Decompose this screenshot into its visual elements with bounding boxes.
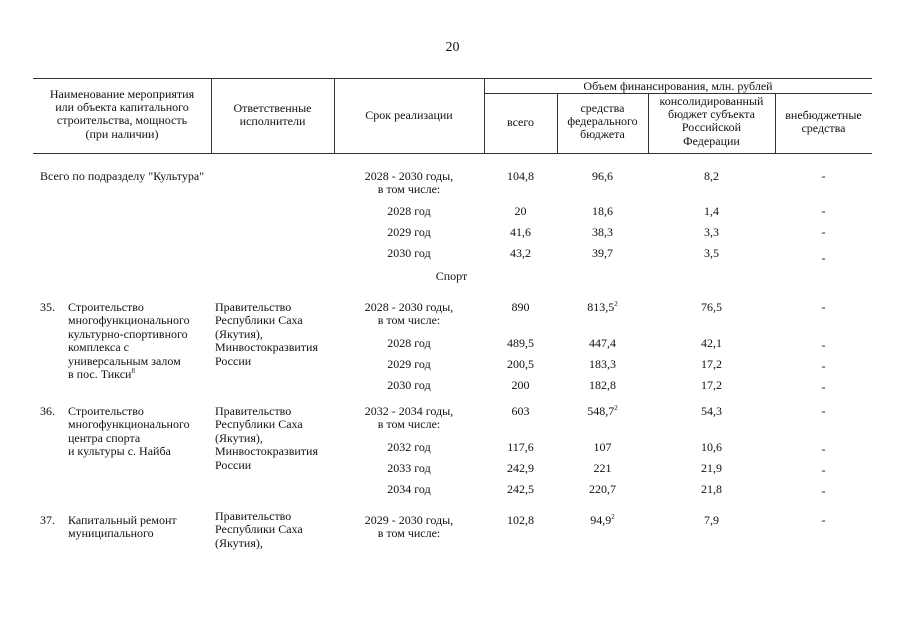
term-line: в том числе:: [377, 526, 441, 541]
item-federal: 221: [593, 461, 612, 475]
header-text-line: исполнители: [239, 114, 306, 129]
item-total: 603: [511, 404, 530, 418]
term-line: в том числе:: [377, 182, 441, 197]
item-term: [334, 405, 484, 432]
summary-federal: 96,6: [592, 169, 613, 183]
term-line: 2028 - 2030 годы,: [364, 169, 454, 183]
summary-total: 43,2: [510, 246, 531, 260]
item-regional: 7,9: [704, 513, 719, 527]
item-term: 2032 год: [387, 440, 431, 454]
header-text-line: (при наличии): [85, 126, 159, 141]
item-regional: 17,2: [701, 357, 722, 371]
footnote-mark: 2: [614, 300, 618, 308]
term-line: 2028 - 2030 годы,: [364, 300, 454, 314]
item-name: [68, 405, 190, 459]
executor-line: Правительство: [215, 404, 292, 418]
item-extra: -: [821, 300, 826, 314]
item-extra: -: [821, 404, 826, 418]
term-line: 2029 - 2030 годы,: [364, 513, 454, 527]
footnote-mark: 2: [614, 404, 618, 412]
header-total-column: всего: [506, 115, 535, 129]
item-executors: [215, 510, 303, 550]
summary-total: 20: [514, 204, 527, 218]
federal-value: 813,5: [587, 300, 615, 314]
item-term: [334, 301, 484, 328]
summary-term: 2028 год: [387, 204, 431, 218]
executor-line: Республики Саха: [215, 522, 303, 537]
summary-total: 41,6: [510, 225, 531, 239]
executor-line: Республики Саха: [215, 313, 303, 328]
summary-federal: 18,6: [592, 204, 613, 218]
summary-regional: 3,5: [704, 246, 719, 260]
page-number: 20: [445, 40, 460, 55]
item-federal: [557, 301, 648, 314]
item-regional: 10,6: [701, 440, 722, 454]
item-name-line: многофункционального: [68, 313, 190, 328]
section-title: Спорт: [435, 269, 468, 283]
item-name-line: Строительство: [68, 300, 144, 314]
item-regional: 17,2: [701, 378, 722, 392]
header-text-line: Российской: [681, 120, 742, 135]
item-extra: -: [821, 380, 826, 394]
item-regional: 21,8: [701, 482, 722, 496]
item-executors: [215, 405, 318, 472]
item-number: 35.: [40, 300, 55, 314]
item-regional: 54,3: [701, 404, 722, 418]
item-term: 2030 год: [387, 378, 431, 392]
item-total: 200,5: [507, 357, 534, 371]
header-text-line: Наименование мероприятия: [49, 87, 195, 101]
term-line: в том числе:: [377, 313, 441, 328]
item-regional: 76,5: [701, 300, 722, 314]
summary-term: 2029 год: [387, 225, 431, 239]
header-term-column: Срок реализации: [365, 108, 453, 122]
item-name-line: универсальным залом: [68, 353, 181, 368]
item-number: 36.: [40, 404, 55, 418]
summary-extra: -: [821, 225, 826, 239]
item-term: 2034 год: [387, 482, 431, 496]
summary-federal: 38,3: [592, 225, 613, 239]
item-name-text: в пос. Тикси: [68, 367, 132, 382]
item-name: [68, 301, 190, 382]
header-funding-column: Объем финансирования, млн. рублей: [583, 79, 773, 93]
summary-extra: -: [821, 251, 826, 265]
summary-regional: 1,4: [704, 204, 719, 218]
item-number: 37.: [40, 513, 55, 527]
item-extra: -: [821, 338, 826, 352]
item-total: 117,6: [507, 440, 534, 454]
item-regional: 21,9: [701, 461, 722, 475]
summary-label: Всего по подразделу "Культура": [40, 169, 205, 183]
executor-line: (Якутия),: [215, 326, 263, 341]
header-text-line: Федерации: [683, 133, 740, 148]
item-federal: 220,7: [589, 482, 616, 496]
summary-term: [334, 170, 484, 197]
item-name-line: комплекса с: [68, 340, 129, 355]
header-extrabudget-column: [775, 109, 872, 135]
item-federal: 182,8: [589, 378, 616, 392]
summary-term: 2030 год: [387, 246, 431, 260]
summary-regional: 8,2: [704, 169, 719, 183]
executor-line: России: [215, 353, 252, 368]
item-regional: 42,1: [701, 336, 722, 350]
item-total: 200: [511, 378, 530, 392]
item-name-line: [68, 368, 190, 381]
item-extra: -: [821, 513, 826, 527]
executor-line: (Якутия),: [215, 430, 263, 445]
header-text-line: Ответственные: [233, 101, 312, 115]
item-federal: 447,4: [589, 336, 616, 350]
item-extra: -: [821, 442, 826, 456]
executor-line: Минвостокразвития: [215, 444, 318, 459]
executor-line: России: [215, 457, 252, 472]
footnote-mark: 2: [611, 513, 615, 521]
item-federal: [557, 514, 648, 527]
header-regional-column: [648, 95, 775, 148]
federal-value: 94,9: [590, 513, 612, 527]
executor-line: Республики Саха: [215, 417, 303, 432]
executor-line: (Якутия),: [215, 535, 263, 550]
header-text-line: или объекта капитального: [55, 100, 189, 115]
header-text-line: строительства, мощность: [56, 113, 188, 128]
item-name: [68, 514, 177, 541]
summary-federal: 39,7: [592, 246, 613, 260]
item-extra: -: [821, 484, 826, 498]
summary-extra: -: [821, 169, 826, 183]
item-name-line: муниципального: [68, 526, 154, 541]
executor-line: Правительство: [215, 300, 292, 314]
header-executors-column: [211, 102, 334, 128]
header-federal-column: [557, 102, 648, 142]
executor-line: Правительство: [215, 509, 292, 523]
header-bottom-border: [33, 153, 872, 154]
header-text-line: внебюджетные: [785, 108, 862, 122]
item-federal: 107: [593, 440, 612, 454]
item-total: 890: [511, 300, 530, 314]
summary-regional: 3,3: [704, 225, 719, 239]
term-line: 2032 - 2034 годы,: [364, 404, 454, 418]
header-text-line: бюджета: [580, 127, 625, 142]
item-term: [334, 514, 484, 541]
federal-value: 548,7: [587, 404, 615, 418]
item-total: 242,5: [507, 482, 534, 496]
item-total: 489,5: [507, 336, 534, 350]
item-extra: -: [821, 359, 826, 373]
header-text-line: средства: [801, 121, 846, 136]
summary-extra: -: [821, 204, 826, 218]
item-executors: [215, 301, 318, 368]
footnote-mark: 8: [131, 367, 135, 376]
item-name-line: центра спорта: [68, 430, 141, 445]
header-text-line: средства: [580, 101, 625, 115]
summary-total: 104,8: [507, 169, 534, 183]
item-name-line: Строительство: [68, 404, 144, 418]
header-text-line: консолидированный: [659, 94, 764, 108]
header-text-line: федерального: [567, 114, 638, 129]
item-term: 2033 год: [387, 461, 431, 475]
item-name-line: многофункционального: [68, 417, 190, 432]
executor-line: Минвостокразвития: [215, 340, 318, 355]
item-total: 102,8: [507, 513, 534, 527]
item-federal: [557, 405, 648, 418]
item-term: 2029 год: [387, 357, 431, 371]
item-name-line: культурно-спортивного: [68, 326, 188, 341]
item-term: 2028 год: [387, 336, 431, 350]
item-total: 242,9: [507, 461, 534, 475]
item-federal: 183,3: [589, 357, 616, 371]
item-name-line: и культуры с. Найба: [68, 444, 171, 459]
item-name-line: Капитальный ремонт: [68, 513, 177, 527]
header-text-line: бюджет субъекта: [667, 107, 755, 122]
term-line: в том числе:: [377, 417, 441, 432]
item-extra: -: [821, 463, 826, 477]
header-name-column: [33, 88, 211, 141]
